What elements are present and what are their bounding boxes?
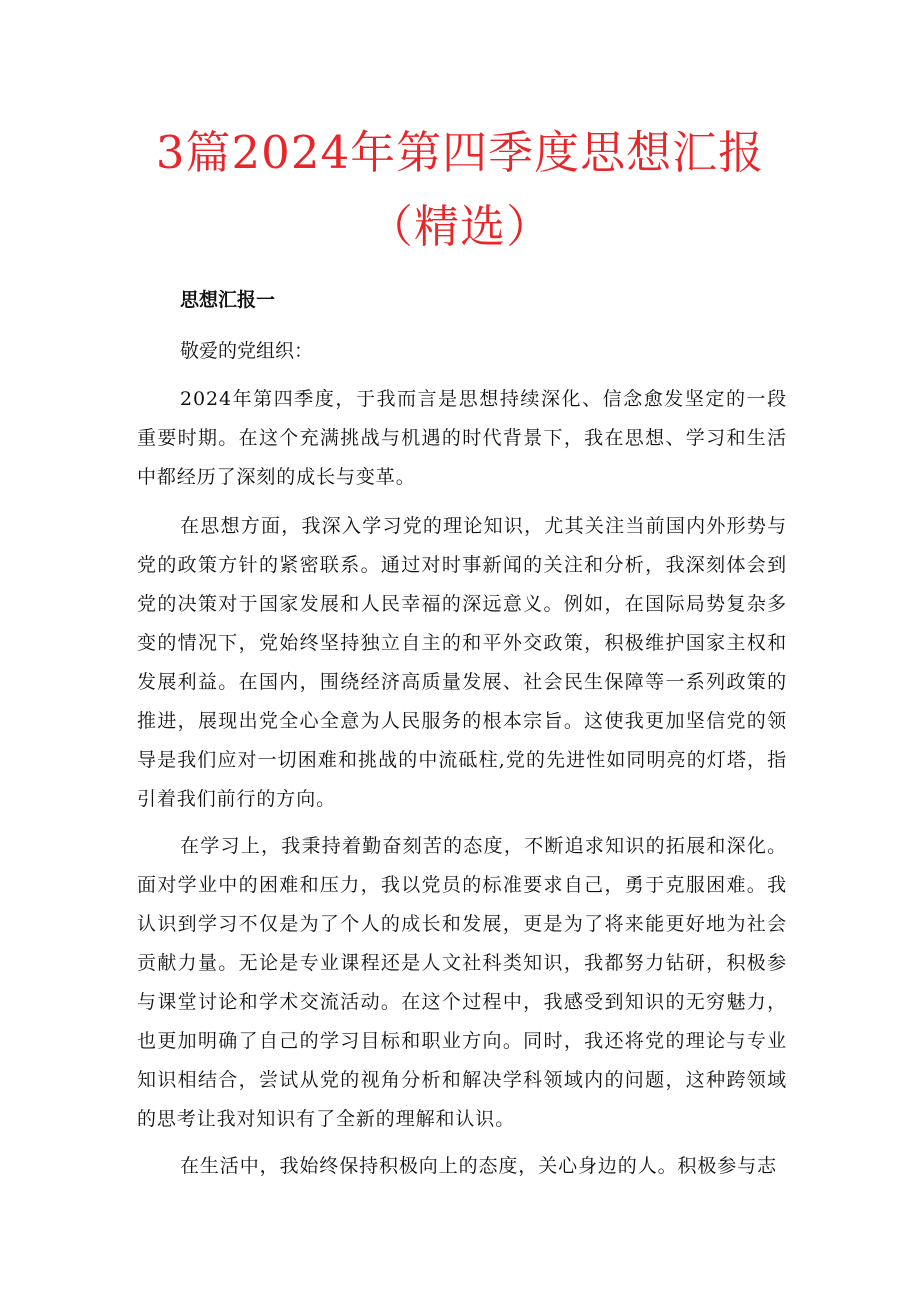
document-title-line-2: （精选） (367, 200, 552, 253)
paragraph-3: 在学习上，我秉持着勤奋刻苦的态度，不断追求知识的拓展和深化。面对学业中的困难和压力，我以党员的标准要求自己，勇于克服困难。我认识到学习不仅是为了个人的成长和发展，更是为了将来能更好地为社会贡献力量。无论是专业课程还是人文社科类知识，我都努力钻研，积极参与课堂讨论和学术交流活动。在这个过程中，我感受到知识的无穷魅力，也更加明确了自己的学习目标和职业方向。同时，我还将党的理论与专业知识相结合，尝试从党的视角分析和解决学科领域内的问题，这种跨领域的思考让我对知识有了全新的理解和认识。 (137, 835, 787, 1130)
section-heading: 思想汇报一 (180, 289, 276, 311)
paragraph-2: 在思想方面，我深入学习党的理论知识，尤其关注当前国内外形势与党的政策方针的紧密联系。通过对时事新闻的关注和分析，我深刻体会到党的决策对于国家发展和人民幸福的深远意义。例如，在国际局势复杂多变的情况下，党始终坚持独立自主的和平外交政策，积极维护国家主权和发展利益。在国内，围绕经济高质量发展、社会民生保障等一系列政策的推进，展现出党全心全意为人民服务的根本宗旨。这使我更加坚信党的领导是我们应对一切困难和挑战的中流砥柱,党的先进性如同明亮的灯塔，指引着我们前行的方向。 (137, 515, 787, 810)
salutation: 敬爱的党组织： (180, 340, 314, 362)
paragraph-4: 在生活中，我始终保持积极向上的态度，关心身边的人。积极参与志 (180, 1155, 778, 1177)
document-title-line-1: 3篇2024年第四季度思想汇报 (155, 126, 765, 179)
paragraph-1: 2024年第四季度，于我而言是思想持续深化、信念愈发坚定的一段重要时期。在这个充满挑战与机遇的时代背景下，我在思想、学习和生活中都经历了深刻的成长与变革。 (137, 388, 787, 488)
